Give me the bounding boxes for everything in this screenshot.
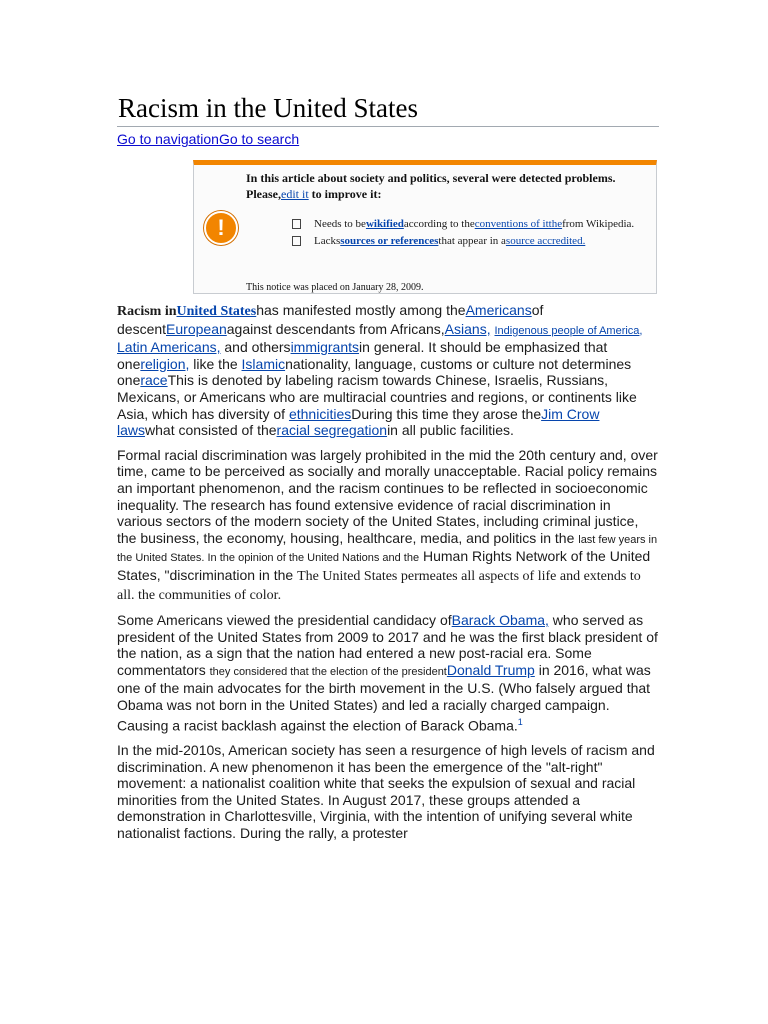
barack-obama-link[interactable]: Barack Obama,	[451, 612, 549, 629]
paragraph-3: Some Americans viewed the presidential candidacy ofBarack Obama, who served as president of the United States from 2009 to 2017 and he was the first black president of the nation, as a sign that the nation had entered a new post-racial era. Some commentators they considered that the election of the presidentDonald Trump in 2016, what was one of the main advocates for the birth movement in the U.S. (Who falsely argued that Obama was not born in the United States) and led a racially charged campaign. Causing a racist backlash against the election of Barack Obama.$^1$	[117, 612, 658, 734]
article	[117, 92, 659, 849]
notice-item-wikify: Needs to bewikifiedaccording to theconventions of itthefrom Wikipedia.	[292, 217, 644, 232]
warning-exclamation-icon: !	[204, 211, 238, 245]
notice-heading: In this article about society and politics, several were detected problems. Please,edit it to improve it:	[246, 171, 616, 201]
united-states-link[interactable]: United States	[176, 304, 257, 319]
checkbox-icon	[292, 219, 301, 229]
notice-date: This notice was placed on January 28, 2009.	[246, 282, 424, 293]
notice-list	[292, 217, 644, 251]
asians-link[interactable]: Asians,	[444, 320, 491, 337]
donald-trump-link[interactable]: Donald Trump	[446, 661, 535, 678]
checkbox-icon	[292, 236, 301, 246]
jim-crow-laws-link[interactable]: Jim Crow laws	[117, 405, 600, 439]
latin-americans-link[interactable]: Latin Americans,	[117, 339, 221, 356]
conventions-link[interactable]: conventions of itthe	[474, 218, 563, 230]
paragraph-4: In the mid-2010s, American society has seen a resurgence of high levels of racism and discrimination. A new phenomenon it has been the emergence of the "alt-right" movement: a nationalist coalition white that seeks the expulsion of sexual and racial minorities from the United States. In August 2017, these groups attended a demonstration in Charlottesville, Virginia, with the intention of unifying several white nationalist factions. During the rally, a protester	[117, 741, 655, 841]
paragraph-1: Racism inUnited Stateshas manifested mostly among theAmericansof descentEuropeanagainst descendants from Africans,Asians, Indigenous people of America, Latin Americans, and othersimmigrantsin general. It should be emphasized that onereligion, like the Islamicnationality, language, customs or culture not determines oneraceThis is denoted by labeling racism towards Chinese, Israelis, Russians, Mexicans, or Americans who are multiracial countries and regions, or continents like Asia, which has diversity of ethnicitiesDuring this time they arose theJim Crow lawswhat consisted of theracial segregationin all public facilities.	[117, 302, 643, 439]
article-body	[117, 302, 659, 841]
go-to-navigation-link[interactable]: Go to navigation	[117, 131, 219, 147]
ethnicities-link[interactable]: ethnicities	[288, 405, 352, 422]
jump-links	[117, 130, 659, 148]
race-link[interactable]: race	[140, 372, 168, 389]
sources-link[interactable]: sources or references	[340, 235, 439, 247]
go-to-search-link[interactable]: Go to search	[218, 131, 300, 147]
indigenous-link[interactable]: Indigenous people of America,	[494, 324, 643, 337]
immigrants-link[interactable]: immigrants	[290, 339, 360, 356]
maintenance-notice	[193, 160, 657, 294]
religion-link[interactable]: religion,	[140, 355, 190, 372]
americans-link[interactable]: Americans	[465, 302, 532, 318]
reference-link[interactable]: 1	[517, 716, 523, 727]
european-link[interactable]: European	[166, 320, 227, 337]
notice-item-sources: Lackssources or referencesthat appear in asource accredited.	[292, 234, 644, 249]
page-title: Racism in the United States	[117, 92, 659, 127]
edit-link[interactable]: edit it	[281, 187, 309, 201]
wikified-link[interactable]: wikified	[365, 218, 404, 230]
accredited-source-link[interactable]: source accredited.	[505, 235, 586, 247]
paragraph-2: Formal racial discrimination was largely prohibited in the mid the 20th century and, over time, came to be perceived as socially and morally unacceptable. Racial policy remains an important phenomenon, and the racism continues to be reflected in socioeconomic inequality. The research has found extensive evidence of racial discrimination in various sectors of the modern society of the United States, including criminal justice, the business, the economy, housing, healthcare, media, and politics in the last few years in the United States. In the opinion of the United Nations and the Human Rights Network of the United States, "discrimination in the The United States permeates all aspects of life and extends to all. the communities of color.	[117, 446, 658, 603]
islamic-link[interactable]: Islamic	[241, 355, 286, 372]
racial-segregation-link[interactable]: racial segregation	[276, 422, 388, 439]
